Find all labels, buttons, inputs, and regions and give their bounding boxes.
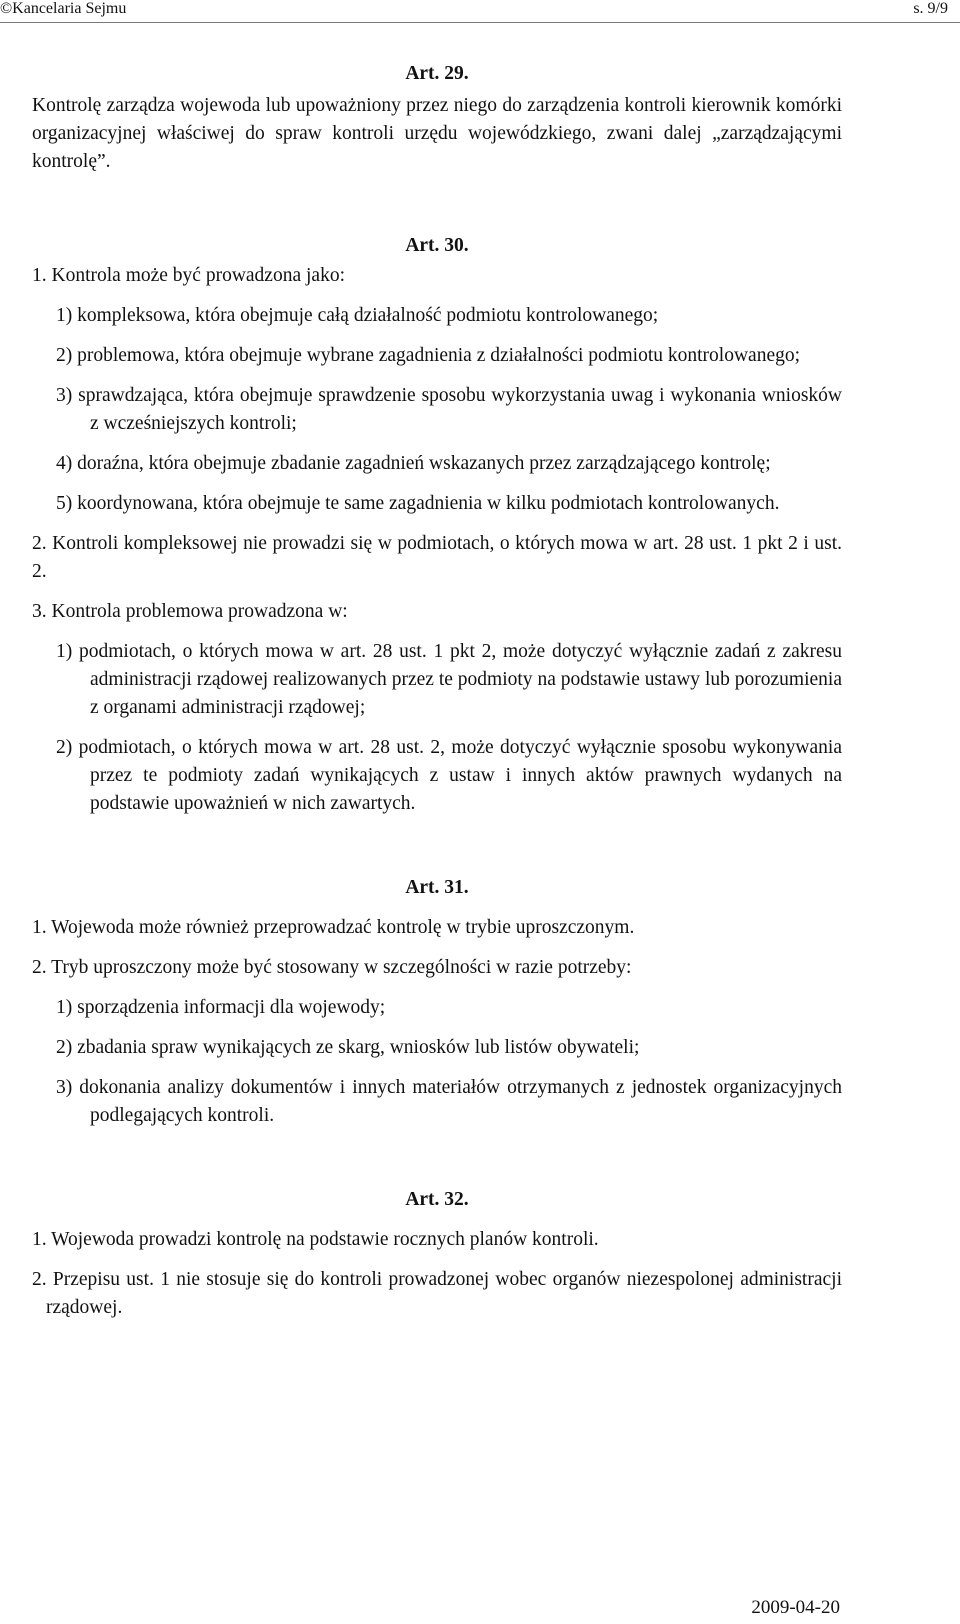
article-29-text: Kontrolę zarządza wojewoda lub upoważniony przez niego do zarządzenia kontroli kierownik komórki organizacyjnej właściwej do spraw kontroli urzędu wojewódzkiego, zwani dalej „zarządzającymi kontrolę”. [32, 95, 842, 172]
article-30-p1-item-4: 4) doraźna, która obejmuje zbadanie zagadnień wskazanych przez zarządzającego kontrolę; [56, 453, 771, 474]
article-32-paragraph-1: 1. Wojewoda prowadzi kontrolę na podstawie rocznych planów kontroli. [32, 1229, 599, 1250]
document-date: 2009-04-20 [751, 1597, 840, 1618]
article-30-p1-item-3: 3) sprawdzająca, która obejmuje sprawdzenie sposobu wykorzystania uwag i wykonania wniosków z wcześniejszych kontroli; [56, 385, 842, 434]
article-30-paragraph-1: 1. Kontrola może być prowadzona jako: [32, 265, 345, 286]
article-31-paragraph-2: 2. Tryb uproszczony może być stosowany w szczególności w razie potrzeby: [32, 957, 632, 978]
page-number: s. 9/9 [913, 0, 948, 17]
article-30-paragraph-2: 2. Kontroli kompleksowej nie prowadzi się w podmiotach, o których mowa w art. 28 ust. 1 pkt 2 i ust. 2. [32, 533, 842, 582]
article-30-p1-item-2: 2) problemowa, która obejmuje wybrane zagadnienia z działalności podmiotu kontrolowanego; [56, 345, 801, 366]
article-30-title: Art. 30. [405, 235, 469, 256]
article-31-title: Art. 31. [405, 877, 469, 898]
article-31-p2-item-3: 3) dokonania analizy dokumentów i innych materiałów otrzymanych z jednostek organizacyjnych podlegających kontroli. [56, 1077, 842, 1126]
article-32-paragraph-2: 2. Przepisu ust. 1 nie stosuje się do kontroli prowadzonej wobec organów niezespolonej administracji rządowej. [32, 1269, 842, 1318]
article-30-p1-item-5: 5) koordynowana, która obejmuje te same zagadnienia w kilku podmiotach kontrolowanych. [56, 493, 780, 514]
article-31-p2-item-1: 1) sporządzenia informacji dla wojewody; [56, 997, 386, 1018]
article-30-p1-item-1: 1) kompleksowa, która obejmuje całą działalność podmiotu kontrolowanego; [56, 305, 659, 326]
article-31-p2-item-2: 2) zbadania spraw wynikających ze skarg, wniosków lub listów obywateli; [56, 1037, 640, 1058]
document-body [32, 60, 842, 1322]
article-30-paragraph-3: 3. Kontrola problemowa prowadzona w: [32, 601, 348, 622]
page-header [0, 0, 960, 23]
article-30-p3-item-1: 1) podmiotach, o których mowa w art. 28 ust. 1 pkt 2, może dotyczyć wyłącznie zadań z zakresu administracji rządowej realizowanych przez te podmioty na podstawie ustawy lub porozumienia z organami administracji rządowej; [56, 641, 842, 718]
article-31-paragraph-1: 1. Wojewoda może również przeprowadzać kontrolę w trybie uproszczonym. [32, 917, 635, 938]
article-29-title: Art. 29. [405, 63, 469, 84]
article-32-title: Art. 32. [405, 1189, 469, 1210]
copyright-label: ©Kancelaria Sejmu [0, 0, 127, 17]
article-30-p3-item-2: 2) podmiotach, o których mowa w art. 28 ust. 2, może dotyczyć wyłącznie sposobu wykonywania przez te podmioty zadań wynikających z ustaw i innych aktów prawnych wydanych na podstawie upoważnień w nich zawartych. [56, 737, 842, 814]
